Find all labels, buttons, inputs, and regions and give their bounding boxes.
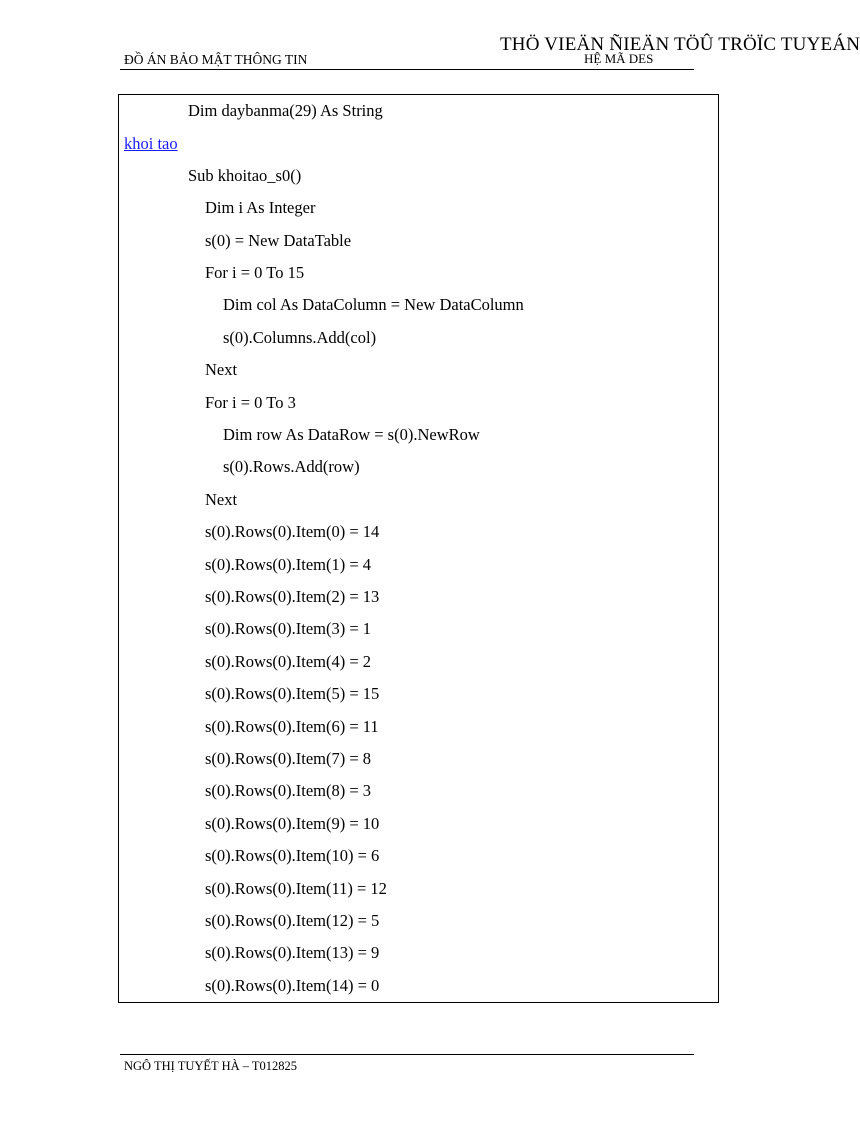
header-divider xyxy=(120,69,694,70)
code-line: s(0) = New DataTable xyxy=(205,231,352,250)
code-line: Dim i As Integer xyxy=(205,198,316,217)
code-line: s(0).Rows(0).Item(11) = 12 xyxy=(205,879,387,898)
code-line: s(0).Rows(0).Item(10) = 6 xyxy=(205,846,380,865)
code-line: Next xyxy=(205,360,238,379)
code-line: s(0).Columns.Add(col) xyxy=(223,328,377,347)
code-line: s(0).Rows(0).Item(0) = 14 xyxy=(205,522,380,541)
code-line: s(0).Rows(0).Item(1) = 4 xyxy=(205,555,372,574)
code-line: Dim daybanma(29) As String xyxy=(188,101,383,120)
code-line: s(0).Rows(0).Item(6) = 11 xyxy=(205,717,379,736)
code-line: s(0).Rows(0).Item(3) = 1 xyxy=(205,619,372,638)
code-line: Sub khoitao_s0() xyxy=(188,166,302,185)
code-line: s(0).Rows(0).Item(5) = 15 xyxy=(205,684,380,703)
khoi-tao-link[interactable]: khoi tao xyxy=(124,134,178,153)
library-watermark: THÖ VIEÄN ÑIEÄN TÖÛ TRÖÏC TUYEÁN xyxy=(500,34,860,55)
code-line: Dim row As DataRow = s(0).NewRow xyxy=(223,425,480,444)
code-line: s(0).Rows(0).Item(2) = 13 xyxy=(205,587,380,606)
footer-divider xyxy=(120,1054,694,1055)
code-line: For i = 0 To 15 xyxy=(205,263,305,282)
code-line: s(0).Rows(0).Item(14) = 0 xyxy=(205,976,380,995)
code-line: s(0).Rows(0).Item(12) = 5 xyxy=(205,911,380,930)
code-line: Dim col As DataColumn = New DataColumn xyxy=(223,295,524,314)
code-line: s(0).Rows(0).Item(7) = 8 xyxy=(205,749,372,768)
code-line: Next xyxy=(205,490,238,509)
code-line: s(0).Rows(0).Item(13) = 9 xyxy=(205,943,380,962)
code-line: For i = 0 To 3 xyxy=(205,393,296,412)
code-line: s(0).Rows(0).Item(8) = 3 xyxy=(205,781,372,800)
section-title: HỆ MÃ DES xyxy=(584,51,654,66)
code-line: s(0).Rows.Add(row) xyxy=(223,457,360,476)
code-line: s(0).Rows(0).Item(9) = 10 xyxy=(205,814,380,833)
code-line: s(0).Rows(0).Item(4) = 2 xyxy=(205,652,372,671)
document-title: ĐỒ ÁN BẢO MẬT THÔNG TIN xyxy=(124,52,308,67)
author-footer: NGÔ THỊ TUYẾT HÀ – T012825 xyxy=(124,1059,298,1073)
